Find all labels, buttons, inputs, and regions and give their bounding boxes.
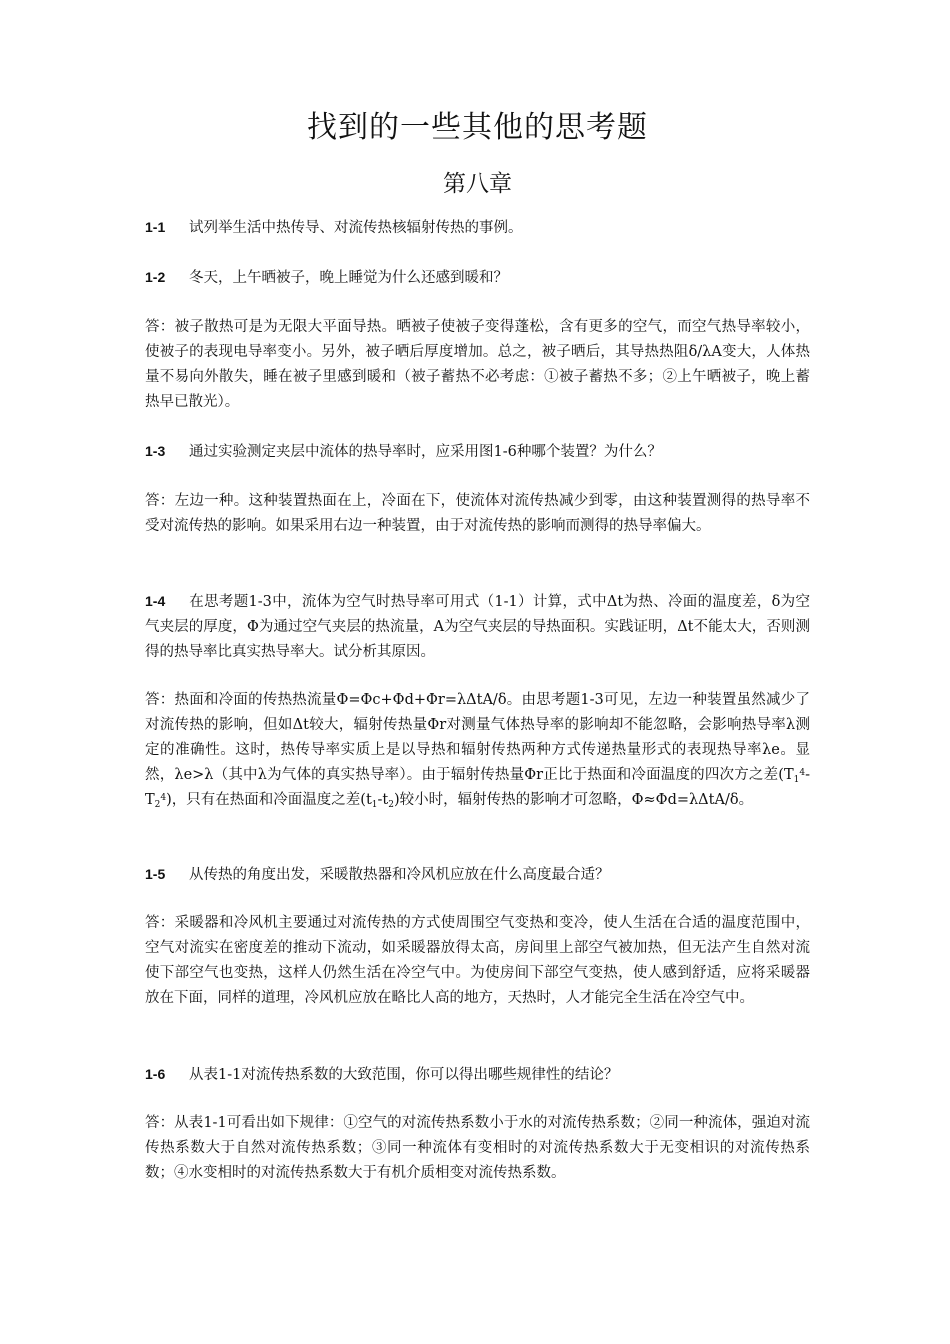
question-number: 1-5: [145, 866, 166, 882]
question-1-6: [145, 1062, 810, 1088]
question-text: 在思考题1-3中，流体为空气时热导率可用式（1-1）计算，式中Δt为热、冷面的温度差，δ为空气夹层的厚度，Φ为通过空气夹层的热流量，A为空气夹层的导热面积。实践证明，Δt不能太大，否则测得的热导率比真实热导率大。试分析其原因。: [145, 594, 810, 660]
question-number: 1-2: [145, 269, 166, 285]
question-text: 试列举生活中热传导、对流传热核辐射传热的事例。: [189, 220, 523, 236]
question-text: 从表1-1对流传热系数的大致范围，你可以得出哪些规律性的结论？: [189, 1067, 619, 1083]
question-number: 1-4: [145, 593, 166, 609]
chapter-heading: 第八章: [443, 171, 512, 197]
question-text: 通过实验测定夹层中流体的热导率时，应采用图1-6种哪个装置？为什么？: [189, 444, 662, 460]
question-text: 冬天，上午晒被子，晚上睡觉为什么还感到暖和？: [189, 270, 508, 286]
question-1-2: [145, 265, 810, 291]
question-number: 1-3: [145, 443, 166, 459]
question-text: 从传热的角度出发，采暖散热器和冷风机应放在什么高度最合适？: [189, 867, 610, 883]
answer-1-3: 答：左边一种。这种装置热面在上，冷面在下，使流体对流传热减少到零，由这种装置测得的热导率不受对流传热的影响。如果采用右边一种装置，由于对流传热的影响而测得的热导率偏大。: [145, 493, 810, 534]
answer-1-5: 答：采暖器和冷风机主要通过对流传热的方式使周围空气变热和变冷，使人生活在合适的温度范围中，空气对流实在密度差的推动下流动，如采暖器放得太高，房间里上部空气被加热，但无法产生自然对流使下部空气也变热，这样人仍然生活在冷空气中。为使房间下部空气变热，使人感到舒适，应将采暖器放在下面，同样的道理，冷风机应放在略比人高的地方，天热时，人才能完全生活在冷空气中。: [145, 915, 810, 1006]
question-number: 1-6: [145, 1066, 166, 1082]
answer-1-6: 答：从表1-1可看出如下规律：①空气的对流传热系数小于水的对流传热系数；②同一种流体，强迫对流传热系数大于自然对流传热系数；③同一种流体有变相时的对流传热系数大于无变相识的对流传热系数；④水变相时的对流传热系数大于有机介质相变对流传热系数。: [145, 1115, 810, 1181]
answer-1-2: 答：被子散热可是为无限大平面导热。晒被子使被子变得蓬松，含有更多的空气，而空气热导率较小，使被子的表现电导率变小。另外，被子晒后厚度增加。总之，被子晒后，其导热热阻δ/λA变大，人体热量不易向外散失，睡在被子里感到暖和（被子蓄热不必考虑：①被子蓄热不多；②上午晒被子，晚上蓄热早已散光）。: [145, 319, 810, 410]
question-1-3: [145, 439, 810, 465]
question-1-5: [145, 862, 810, 888]
question-number: 1-1: [145, 219, 166, 235]
question-1-1: [145, 215, 810, 241]
answer-1-4: 答：热面和冷面的传热热流量Φ=Φc+Φd+Φr=λΔtA/δ。由思考题1-3可见，左边一种装置虽然减少了对流传热的影响，但如Δt较大，辐射传热量Φr对测量气体热导率的影响却不能忽略，会影响热导率λ测定的准确性。这时，热传导率实质上是以导热和辐射传热两种方式传递热量形式的表现热导率λe。显然，λe>λ（其中λ为气体的真实热导率）。由于辐射传热量Φr正比于热面和冷面温度的四次方之差$(T_1^4-T_2^4)$，只有在热面和冷面温度之差$(t_1-t_2)$较小时，辐射传热的影响才可忽略，Φ≈Φd=λΔtA/δ。: [145, 692, 810, 810]
document-title: 找到的一些其他的思考题: [307, 110, 648, 145]
question-1-4: [145, 589, 810, 665]
